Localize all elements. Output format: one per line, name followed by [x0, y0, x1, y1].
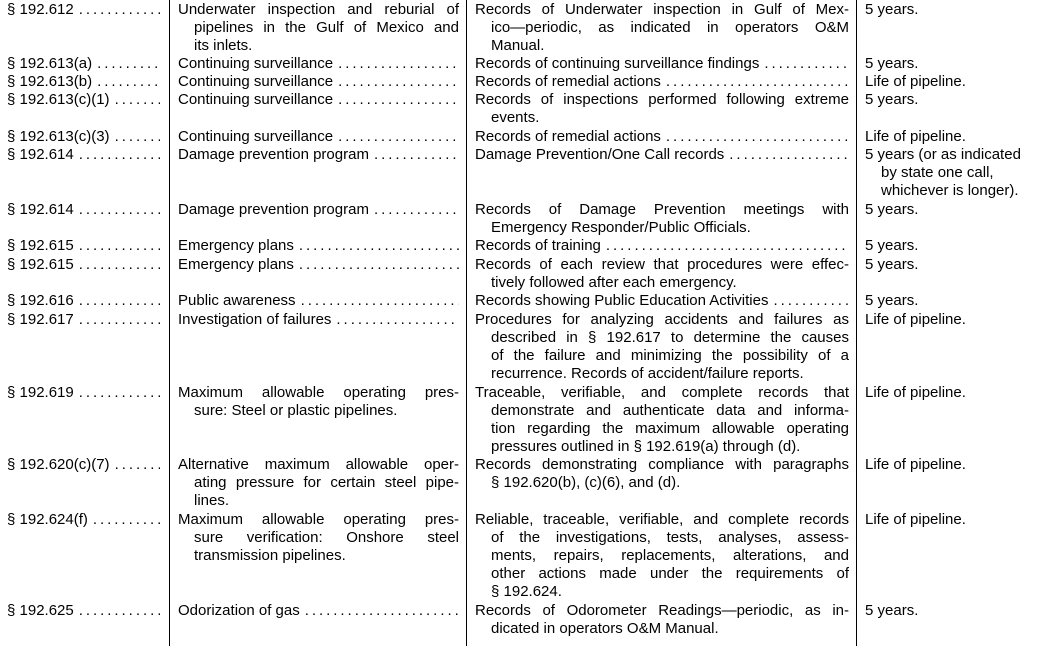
section-line: [7, 55, 160, 73]
requirement-cell: [178, 602, 459, 620]
requirement-line: [178, 256, 459, 274]
record-line: [475, 128, 849, 146]
dot-leader: [79, 146, 160, 164]
record-line: Records demonstrating compliance with paragraphs: [475, 456, 849, 473]
section-cell: [7, 511, 160, 529]
section-text: § 192.620(c)(7): [7, 456, 110, 473]
requirement-line: [178, 128, 459, 146]
record-cell: [475, 91, 849, 127]
record-line: Reliable, traceable, verifiable, and complete records: [475, 511, 849, 528]
dot-leader: [79, 292, 160, 310]
section-line: [7, 256, 160, 274]
requirement-text: Continuing surveillance: [178, 128, 334, 145]
requirement-line: [178, 602, 459, 620]
record-line: [475, 292, 849, 310]
requirement-line: Alternative maximum allowable oper-: [178, 456, 459, 473]
retention-line: 5 years.: [865, 256, 919, 273]
dot-leader: [79, 256, 160, 274]
requirement-line: ating pressure for certain steel pipe-: [194, 474, 459, 491]
requirement-cell: [178, 201, 459, 219]
record-line: [475, 237, 849, 255]
requirement-cell: [178, 1, 459, 55]
section-cell: [7, 237, 160, 255]
record-text: Records of training: [475, 237, 601, 254]
requirement-cell: [178, 456, 459, 510]
record-line: ments, repairs, replacements, alterations, and: [491, 547, 849, 564]
record-line: described in § 192.617 to determine the causes: [491, 329, 849, 346]
requirement-text: Damage prevention program: [178, 201, 369, 218]
record-line: other actions made under the requirements of: [491, 565, 849, 582]
dot-leader: [338, 73, 459, 91]
section-line: [7, 201, 160, 219]
retention-cell: [865, 511, 1045, 529]
section-line: [7, 511, 160, 529]
retention-cell: [865, 602, 1045, 620]
dot-leader: [764, 55, 849, 73]
requirement-line: lines.: [194, 492, 230, 509]
retention-cell: [865, 456, 1045, 474]
requirement-line: [178, 311, 459, 329]
section-text: § 192.613(c)(1): [7, 91, 110, 108]
requirement-cell: [178, 511, 459, 565]
record-line: pressures outlined in § 192.619(a) through (d).: [491, 438, 801, 455]
record-text: Damage Prevention/One Call records: [475, 146, 725, 163]
section-text: § 192.615: [7, 237, 74, 254]
requirement-cell: [178, 384, 459, 420]
requirement-line: pipelines in the Gulf of Mexico and: [194, 19, 459, 36]
dot-leader: [729, 146, 849, 164]
section-line: [7, 456, 160, 474]
section-cell: [7, 256, 160, 274]
column-divider: [466, 0, 467, 646]
section-line: [7, 311, 160, 329]
record-line: Manual.: [491, 37, 545, 54]
record-line: Records of Damage Prevention meetings with: [475, 201, 849, 218]
dot-leader: [666, 73, 849, 91]
retention-cell: [865, 292, 1045, 310]
section-line: [7, 91, 160, 109]
retention-line: Life of pipeline.: [865, 128, 966, 145]
record-cell: [475, 146, 849, 164]
retention-line: 5 years.: [865, 91, 919, 108]
column-divider: [856, 0, 857, 646]
retention-line: by state one call,: [881, 164, 994, 181]
record-line: dicated in operators O&M Manual.: [491, 620, 719, 637]
record-line: [475, 55, 849, 73]
record-cell: [475, 292, 849, 310]
section-text: § 192.613(c)(3): [7, 128, 110, 145]
requirement-line: [178, 201, 459, 219]
retention-line: 5 years.: [865, 55, 919, 72]
dot-leader: [79, 311, 160, 329]
dot-leader: [336, 311, 459, 329]
requirement-line: sure: Steel or plastic pipelines.: [194, 402, 398, 419]
record-line: § 192.620(b), (c)(6), and (d).: [491, 474, 681, 491]
record-cell: [475, 384, 849, 456]
record-line: Records of inspections performed following extreme: [475, 91, 849, 108]
section-cell: [7, 384, 160, 402]
dot-leader: [338, 55, 459, 73]
dot-leader: [93, 511, 160, 529]
record-line: Records of Underwater inspection in Gulf of Mex-: [475, 1, 849, 18]
section-text: § 192.615: [7, 256, 74, 273]
section-cell: [7, 201, 160, 219]
requirement-text: Continuing surveillance: [178, 55, 334, 72]
requirement-cell: [178, 55, 459, 73]
requirement-line: Underwater inspection and reburial of: [178, 1, 459, 18]
requirement-cell: [178, 311, 459, 329]
requirement-text: Investigation of failures: [178, 311, 332, 328]
record-line: demonstrate and authenticate data and informa-: [491, 402, 849, 419]
retention-line: Life of pipeline.: [865, 311, 966, 328]
dot-leader: [374, 146, 459, 164]
dot-leader: [115, 456, 160, 474]
record-cell: [475, 511, 849, 601]
retention-cell: [865, 128, 1045, 146]
record-line: Traceable, verifiable, and complete records that: [475, 384, 849, 401]
record-line: tively followed after each emergency.: [491, 274, 737, 291]
dot-leader: [666, 128, 849, 146]
retention-line: 5 years.: [865, 1, 919, 18]
requirement-line: its inlets.: [194, 37, 253, 54]
requirement-cell: [178, 128, 459, 146]
requirement-line: [178, 292, 459, 310]
retention-line: 5 years.: [865, 292, 919, 309]
requirement-text: Damage prevention program: [178, 146, 369, 163]
requirement-text: Continuing surveillance: [178, 73, 334, 90]
retention-cell: [865, 1, 1045, 19]
retention-line: Life of pipeline.: [865, 511, 966, 528]
record-line: § 192.624.: [491, 583, 562, 600]
record-cell: [475, 1, 849, 55]
section-text: § 192.614: [7, 146, 74, 163]
dot-leader: [79, 384, 160, 402]
section-text: § 192.614: [7, 201, 74, 218]
section-text: § 192.617: [7, 311, 74, 328]
requirement-cell: [178, 292, 459, 310]
section-cell: [7, 1, 160, 19]
section-text: § 192.619: [7, 384, 74, 401]
requirement-cell: [178, 73, 459, 91]
dot-leader: [773, 292, 849, 310]
record-text: Records showing Public Education Activities: [475, 292, 769, 309]
section-text: § 192.613(a): [7, 55, 93, 72]
record-cell: [475, 201, 849, 237]
record-line: Records of each review that procedures were effec-: [475, 256, 849, 273]
dot-leader: [606, 237, 849, 255]
requirement-line: Maximum allowable operating pres-: [178, 384, 459, 401]
retention-cell: [865, 311, 1045, 329]
section-line: [7, 128, 160, 146]
dot-leader: [305, 602, 459, 620]
retention-line: Life of pipeline.: [865, 456, 966, 473]
retention-cell: [865, 55, 1045, 73]
section-cell: [7, 311, 160, 329]
retention-line: 5 years.: [865, 602, 919, 619]
retention-line: whichever is longer).: [881, 182, 1019, 199]
record-cell: [475, 73, 849, 91]
dot-leader: [115, 91, 160, 109]
requirement-line: [178, 91, 459, 109]
section-line: [7, 237, 160, 255]
dot-leader: [338, 91, 459, 109]
section-text: § 192.616: [7, 292, 74, 309]
retention-line: 5 years.: [865, 201, 919, 218]
record-line: events.: [491, 109, 540, 126]
requirement-line: [178, 73, 459, 91]
record-line: Procedures for analyzing accidents and failures as: [475, 311, 849, 328]
requirement-cell: [178, 146, 459, 164]
retention-cell: [865, 201, 1045, 219]
dot-leader: [338, 128, 459, 146]
record-text: Records of remedial actions: [475, 73, 661, 90]
requirement-line: [178, 237, 459, 255]
record-line: Emergency Responder/Public Officials.: [491, 219, 751, 236]
section-line: [7, 1, 160, 19]
record-cell: [475, 456, 849, 492]
retention-cell: [865, 256, 1045, 274]
requirement-cell: [178, 237, 459, 255]
requirement-text: Emergency plans: [178, 237, 294, 254]
dot-leader: [374, 201, 459, 219]
record-text: Records of continuing surveillance findings: [475, 55, 760, 72]
section-cell: [7, 91, 160, 109]
dot-leader: [79, 1, 160, 19]
record-cell: [475, 55, 849, 73]
section-text: § 192.624(f): [7, 511, 88, 528]
requirement-line: sure verification: Onshore steel: [194, 529, 459, 546]
record-cell: [475, 311, 849, 383]
section-text: § 192.625: [7, 602, 74, 619]
dot-leader: [79, 237, 160, 255]
dot-leader: [79, 602, 160, 620]
dot-leader: [97, 73, 160, 91]
record-line: [475, 146, 849, 164]
section-cell: [7, 456, 160, 474]
section-cell: [7, 292, 160, 310]
dot-leader: [299, 237, 459, 255]
section-line: [7, 292, 160, 310]
section-cell: [7, 55, 160, 73]
section-cell: [7, 128, 160, 146]
section-text: § 192.613(b): [7, 73, 93, 90]
dot-leader: [115, 128, 160, 146]
section-cell: [7, 146, 160, 164]
section-line: [7, 384, 160, 402]
retention-cell: [865, 146, 1045, 200]
retention-cell: [865, 384, 1045, 402]
retention-line: Life of pipeline.: [865, 384, 966, 401]
retention-cell: [865, 91, 1045, 109]
section-line: [7, 146, 160, 164]
record-line: Records of Odorometer Readings—periodic, as in-: [475, 602, 849, 619]
record-cell: [475, 128, 849, 146]
requirement-cell: [178, 256, 459, 274]
requirement-text: Emergency plans: [178, 256, 294, 273]
record-line: recurrence. Records of accident/failure reports.: [491, 365, 804, 382]
retention-cell: [865, 237, 1045, 255]
retention-cell: [865, 73, 1045, 91]
requirement-text: Continuing surveillance: [178, 91, 334, 108]
requirement-text: Public awareness: [178, 292, 296, 309]
requirement-text: Odorization of gas: [178, 602, 300, 619]
section-line: [7, 73, 160, 91]
requirement-line: transmission pipelines.: [194, 547, 346, 564]
record-line: ico—periodic, as indicated in operators O&M: [491, 19, 849, 36]
dot-leader: [299, 256, 459, 274]
dot-leader: [301, 292, 459, 310]
requirement-line: Maximum allowable operating pres-: [178, 511, 459, 528]
record-line: of the failure and minimizing the possibility of a: [491, 347, 849, 364]
record-line: of the investigations, tests, analyses, assess-: [491, 529, 849, 546]
section-text: § 192.612: [7, 1, 74, 18]
column-divider: [169, 0, 170, 646]
retention-line: Life of pipeline.: [865, 73, 966, 90]
record-cell: [475, 602, 849, 638]
record-cell: [475, 237, 849, 255]
section-cell: [7, 602, 160, 620]
section-cell: [7, 73, 160, 91]
record-line: tion regarding the maximum allowable operating: [491, 420, 849, 437]
record-text: Records of remedial actions: [475, 128, 661, 145]
record-cell: [475, 256, 849, 292]
dot-leader: [79, 201, 160, 219]
retention-line: 5 years (or as indicated: [865, 146, 1021, 163]
dot-leader: [97, 55, 160, 73]
requirement-line: [178, 146, 459, 164]
requirement-line: [178, 55, 459, 73]
retention-line: 5 years.: [865, 237, 919, 254]
requirement-cell: [178, 91, 459, 109]
section-line: [7, 602, 160, 620]
record-line: [475, 73, 849, 91]
